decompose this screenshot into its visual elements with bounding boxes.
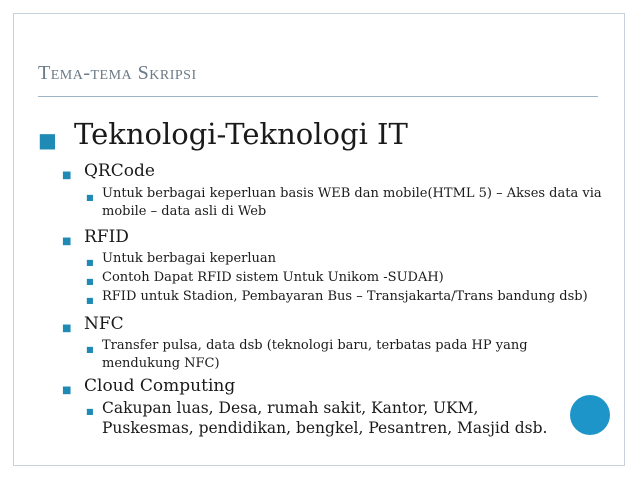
list-item-text: Cakupan luas, Desa, rumah sakit, Kantor, UKM, Puskesmas, pendidikan, bengkel, Pesantren, Masjid dsb. [102, 399, 548, 437]
bullet-icon: ■ [86, 258, 94, 267]
bullet-icon: ■ [62, 323, 72, 334]
section-label: QRCode [84, 161, 155, 181]
list-item [86, 337, 552, 373]
accent-circle [570, 395, 610, 435]
list-item-text: Untuk berbagai keperluan [102, 251, 277, 266]
list-item-text: Transfer pulsa, data dsb (teknologi baru, terbatas pada HP yang mendukung NFC) [102, 338, 528, 371]
section-label: RFID [84, 227, 129, 247]
bullet-icon: ■ [62, 170, 72, 181]
title-divider [38, 96, 598, 97]
bullet-icon: ■ [62, 385, 72, 396]
bullet-icon: ■ [86, 407, 94, 416]
list-item [86, 398, 572, 438]
slide-heading: Teknologi-Teknologi IT [74, 117, 408, 151]
bullet-icon: ■ [86, 277, 94, 286]
bullet-icon: ■ [86, 296, 94, 305]
bullet-icon: ■ [38, 128, 57, 152]
bullet-icon: ■ [62, 236, 72, 247]
section-rfid [62, 226, 129, 253]
list-item-text: RFID untuk Stadion, Pembayaran Bus – Transjakarta/Trans bandung dsb) [102, 289, 588, 304]
list-item [86, 185, 602, 221]
list-item-text: Contoh Dapat RFID sistem Untuk Unikom -SUDAH) [102, 270, 444, 285]
bullet-icon: ■ [86, 345, 94, 354]
section-qrcode [62, 160, 155, 187]
bullet-icon: ■ [86, 193, 94, 202]
list-item-text: Untuk berbagai keperluan basis WEB dan mobile(HTML 5) – Akses data via mobile – data asli di Web [102, 186, 602, 219]
section-nfc [62, 313, 124, 340]
section-label: Cloud Computing [84, 376, 236, 396]
slide-title: Tema-tema Skripsi [38, 62, 197, 84]
heading-bullet [38, 118, 408, 156]
list-item [86, 288, 602, 310]
section-label: NFC [84, 314, 124, 334]
